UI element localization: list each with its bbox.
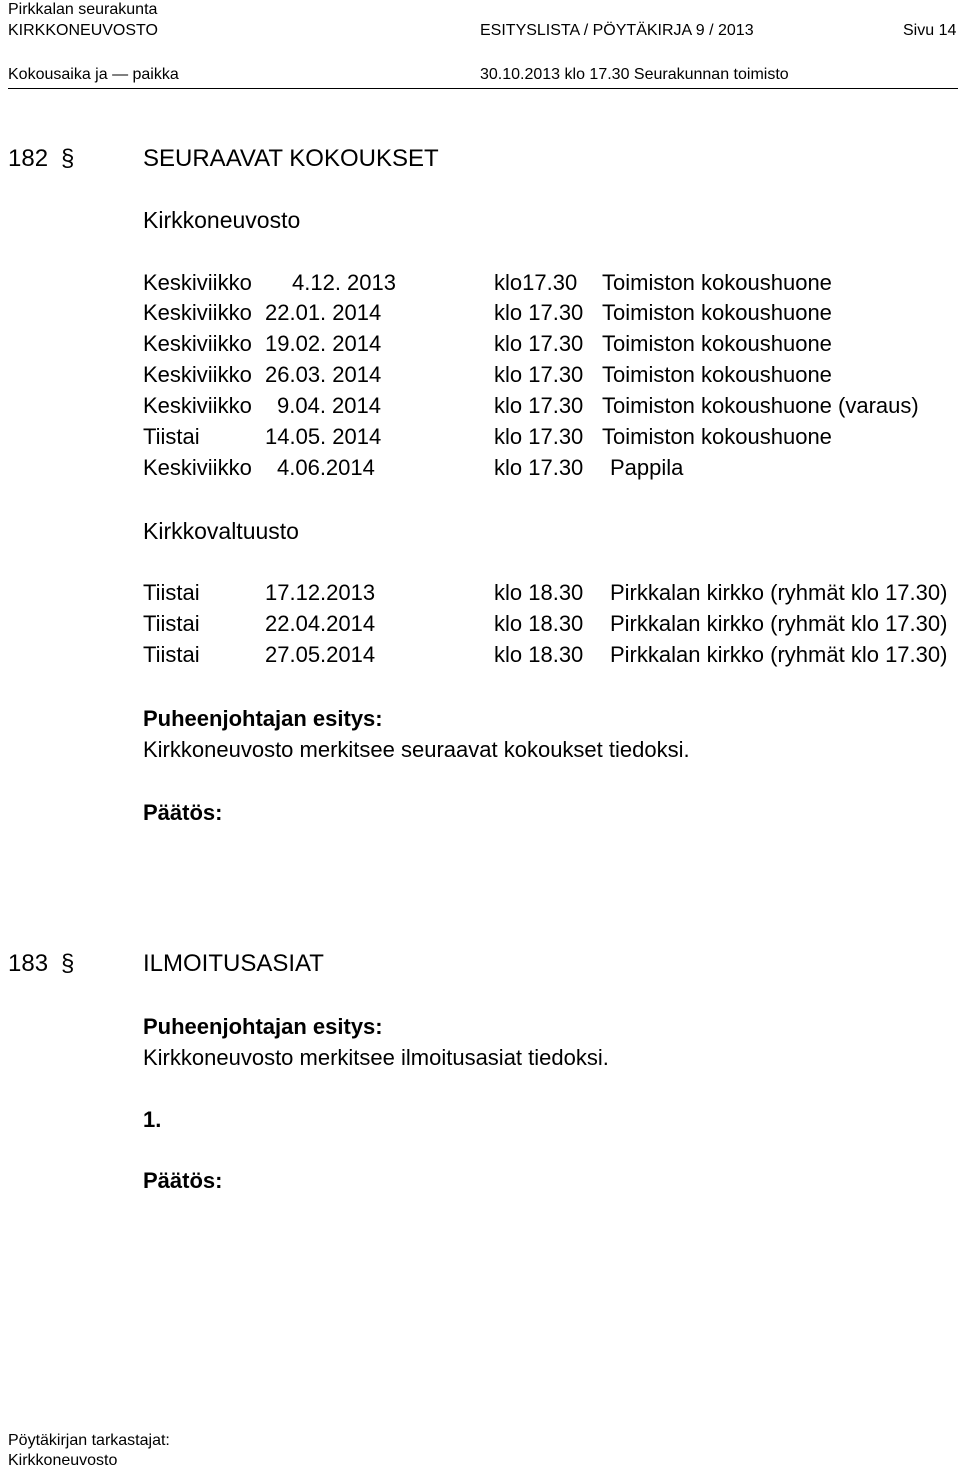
meeting-value: 30.10.2013 klo 17.30 Seurakunnan toimisto [480, 66, 789, 83]
table-row [0, 611, 960, 641]
decision-label-183: Päätös: [143, 1168, 223, 1193]
item-number: 1. [143, 1107, 162, 1132]
meeting-date: 4.06.2014 [277, 455, 375, 480]
meeting-time: klo 18.30 [494, 611, 584, 636]
footer-label: Pöytäkirjan tarkastajat: [8, 1432, 170, 1449]
meeting-time: klo 17.30 [494, 455, 584, 480]
table-row [0, 424, 960, 454]
proposal-label-183: Puheenjohtajan esitys: [143, 1014, 383, 1039]
section-symbol: § [61, 145, 75, 172]
meeting-time: klo 17.30 [494, 300, 584, 325]
meeting-day: Keskiviikko [143, 270, 252, 295]
decision-label-182: Päätös: [143, 800, 223, 825]
document-title: ESITYSLISTA / PÖYTÄKIRJA 9 / 2013 [480, 22, 754, 39]
meeting-date: 19.02. 2014 [265, 331, 382, 356]
meeting-date: 27.05.2014 [265, 642, 376, 667]
meeting-place: Toimiston kokoushuone [602, 331, 832, 356]
meeting-place: Toimiston kokoushuone [602, 362, 832, 387]
proposal-text-183: Kirkkoneuvosto merkitsee ilmoitusasiat tiedoksi. [143, 1045, 609, 1070]
meeting-date: 9.04. 2014 [277, 393, 381, 418]
meeting-place: Pirkkalan kirkko (ryhmät klo 17.30) [610, 580, 948, 605]
section-symbol: § [61, 950, 75, 977]
meeting-place: Toimiston kokoushuone (varaus) [602, 393, 919, 418]
table-row [0, 642, 960, 672]
meeting-time: klo 17.30 [494, 424, 584, 449]
section-182-title: SEURAAVAT KOKOUKSET [143, 145, 439, 172]
meeting-time: klo17.30 [494, 270, 578, 295]
meeting-date: 26.03. 2014 [265, 362, 382, 387]
meeting-place: Toimiston kokoushuone [602, 270, 832, 295]
proposal-label-182: Puheenjohtajan esitys: [143, 706, 383, 731]
meeting-day: Keskiviikko [143, 300, 252, 325]
proposal-text-182: Kirkkoneuvosto merkitsee seuraavat kokoukset tiedoksi. [143, 737, 690, 762]
table-row [0, 300, 960, 330]
header-divider [8, 88, 958, 89]
kirkkoneuvosto-heading: Kirkkoneuvosto [143, 207, 301, 233]
kirkkovaltuusto-heading: Kirkkovaltuusto [143, 518, 299, 544]
table-row [0, 362, 960, 392]
meeting-date: 17.12.2013 [265, 580, 376, 605]
footer-value: Kirkkoneuvosto [8, 1452, 118, 1469]
meeting-date: 14.05. 2014 [265, 424, 382, 449]
meeting-day: Keskiviikko [143, 362, 252, 387]
section-183-title: ILMOITUSASIAT [143, 950, 324, 977]
section-183-number: 183 [8, 950, 49, 977]
meeting-place: Pirkkalan kirkko (ryhmät klo 17.30) [610, 611, 948, 636]
meeting-place: Pirkkalan kirkko (ryhmät klo 17.30) [610, 642, 948, 667]
page-number: Sivu 14 [903, 22, 957, 39]
meeting-time: klo 17.30 [494, 362, 584, 387]
table-row [0, 331, 960, 361]
meeting-place: Pappila [610, 455, 684, 480]
table-row [0, 270, 960, 300]
body-name: KIRKKONEUVOSTO [8, 22, 158, 39]
meeting-date: 4.12. 2013 [292, 270, 396, 295]
table-row [0, 455, 960, 485]
meeting-date: 22.01. 2014 [265, 300, 382, 325]
table-row [0, 580, 960, 610]
meeting-day: Tiistai [143, 642, 200, 667]
meeting-day: Keskiviikko [143, 393, 252, 418]
meeting-time: klo 17.30 [494, 393, 584, 418]
meeting-time: klo 18.30 [494, 580, 584, 605]
meeting-day: Keskiviikko [143, 331, 252, 356]
section-182-number: 182 [8, 145, 49, 172]
meeting-day: Tiistai [143, 580, 200, 605]
meeting-day: Tiistai [143, 424, 200, 449]
table-row [0, 393, 960, 423]
meeting-place: Toimiston kokoushuone [602, 424, 832, 449]
meeting-day: Tiistai [143, 611, 200, 636]
meeting-date: 22.04.2014 [265, 611, 376, 636]
meeting-day: Keskiviikko [143, 455, 252, 480]
meeting-label: Kokousaika ja — paikka [8, 66, 179, 83]
meeting-time: klo 17.30 [494, 331, 584, 356]
meeting-place: Toimiston kokoushuone [602, 300, 832, 325]
org-name: Pirkkalan seurakunta [8, 1, 158, 18]
meeting-time: klo 18.30 [494, 642, 584, 667]
